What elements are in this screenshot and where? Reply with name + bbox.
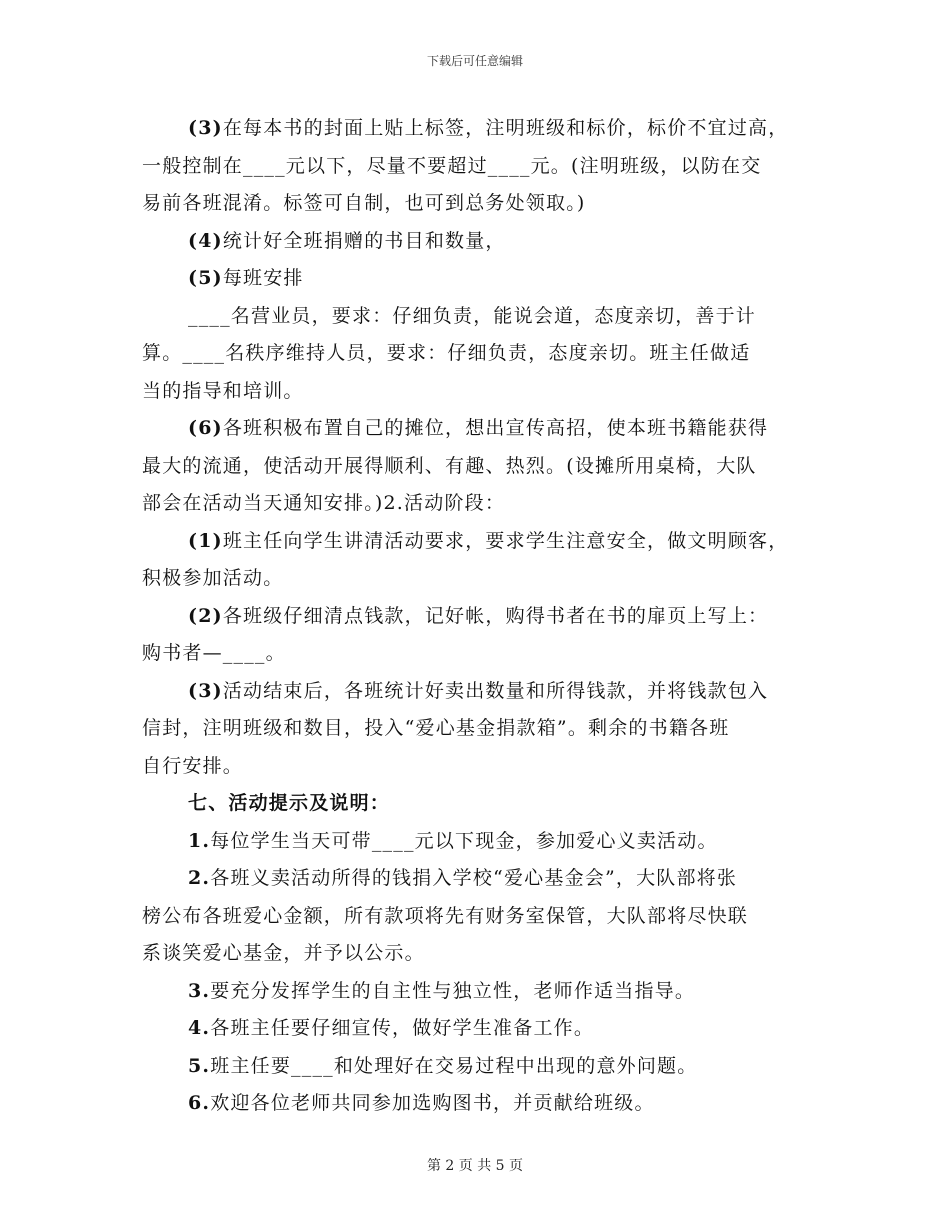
line-text: 各班级仔细清点钱款，记好帐，购得书者在书的扉页上写上： [222,604,769,627]
text-line [142,373,822,411]
text-line [142,598,822,636]
line-text: 各班积极布置自己的摊位，想出宣传高招，使本班书籍能获得 [222,417,769,439]
item-number: 1. [188,829,211,852]
line-text: 信封，注明班级和数目，投入“爱心基金捐款箱”。剩余的书籍各班 [142,717,730,739]
item-number: 4. [188,1017,211,1039]
text-line [142,260,822,298]
line-text: 在每本书的封面上贴上标签，注明班级和标价，标价不宜过高， [222,117,789,139]
line-text: 购书者—____。 [142,642,286,664]
text-line [142,410,822,448]
line-text: 七、活动提示及说明： [188,792,391,814]
item-number: 6. [188,1092,211,1114]
document-body [142,110,822,1123]
line-text: 各班主任要仔细宣传，做好学生准备工作。 [210,1017,595,1039]
line-text: 班主任向学生讲清活动要求，要求学生注意安全，做文明顾客， [222,529,789,552]
item-number: 3. [188,979,211,1002]
text-line [142,823,822,861]
item-number: 2. [188,867,211,889]
item-number: (5) [188,267,223,289]
text-line [142,635,822,673]
line-text: 要充分发挥学生的自主性与独立性，老师作适当指导。 [210,979,696,1002]
text-line [142,673,822,711]
text-line [142,1010,822,1048]
text-line [142,560,822,598]
text-line [142,785,822,823]
item-number: (1) [188,529,223,552]
text-line [142,110,822,148]
text-line [142,860,822,898]
text-line [142,523,822,561]
line-text: 一般控制在____元以下，尽量不要超过____元。(注明班级，以防在交 [142,154,762,177]
line-text: 算。____名秩序维持人员，要求：仔细负责，态度亲切。班主任做适 [142,342,751,364]
line-text: 每位学生当天可带____元以下现金，参加爱心义卖活动。 [210,829,718,852]
line-text: 班主任要____和处理好在交易过程中出现的意外问题。 [210,1054,698,1077]
line-text: 最大的流通，使活动开展得顺利、有趣、热烈。(设摊所用桌椅，大队 [142,454,757,477]
text-line [142,335,822,373]
text-line [142,148,822,186]
line-text: 自行安排。 [142,754,244,777]
text-line [142,185,822,223]
text-line [142,710,822,748]
text-line [142,223,822,261]
page-footer: 第 2 页 共 5 页 [426,1158,524,1174]
line-text: 系谈笑爱心基金，并予以公示。 [142,942,425,964]
text-line [142,973,822,1011]
text-line [142,298,822,336]
text-line [142,485,822,523]
page-header: 下载后可任意编辑 [426,54,523,68]
text-line [142,448,822,486]
text-line [142,898,822,936]
line-text: 每班安排 [222,267,304,289]
line-text: 榜公布各班爱心金额，所有款项将先有财务室保管，大队部将尽快联 [142,904,749,927]
text-line [142,1085,822,1123]
item-number: (4) [188,229,223,252]
line-text: 各班义卖活动所得的钱捐入学校“爱心基金会”，大队部将张 [210,867,738,889]
text-line [142,935,822,973]
line-text: 部会在活动当天通知安排。)2.活动阶段： [142,492,506,514]
line-text: 易前各班混淆。标签可自制，也可到总务处领取。) [142,192,586,214]
line-text: 积极参加活动。 [142,567,284,589]
text-line [142,748,822,786]
line-text: 当的指导和培训。 [142,379,304,402]
item-number: (3) [188,117,223,139]
item-number: (6) [188,417,223,439]
item-number: 5. [188,1054,211,1077]
line-text: ____名营业员，要求：仔细负责，能说会道，态度亲切，善于计 [188,304,757,327]
line-text: 活动结束后，各班统计好卖出数量和所得钱款，并将钱款包入 [222,679,769,702]
line-text: 统计好全班捐赠的书目和数量， [222,229,506,252]
item-number: (3) [188,679,223,702]
text-line [142,1048,822,1086]
line-text: 欢迎各位老师共同参加选购图书，并贡献给班级。 [210,1092,655,1114]
item-number: (2) [188,604,223,627]
